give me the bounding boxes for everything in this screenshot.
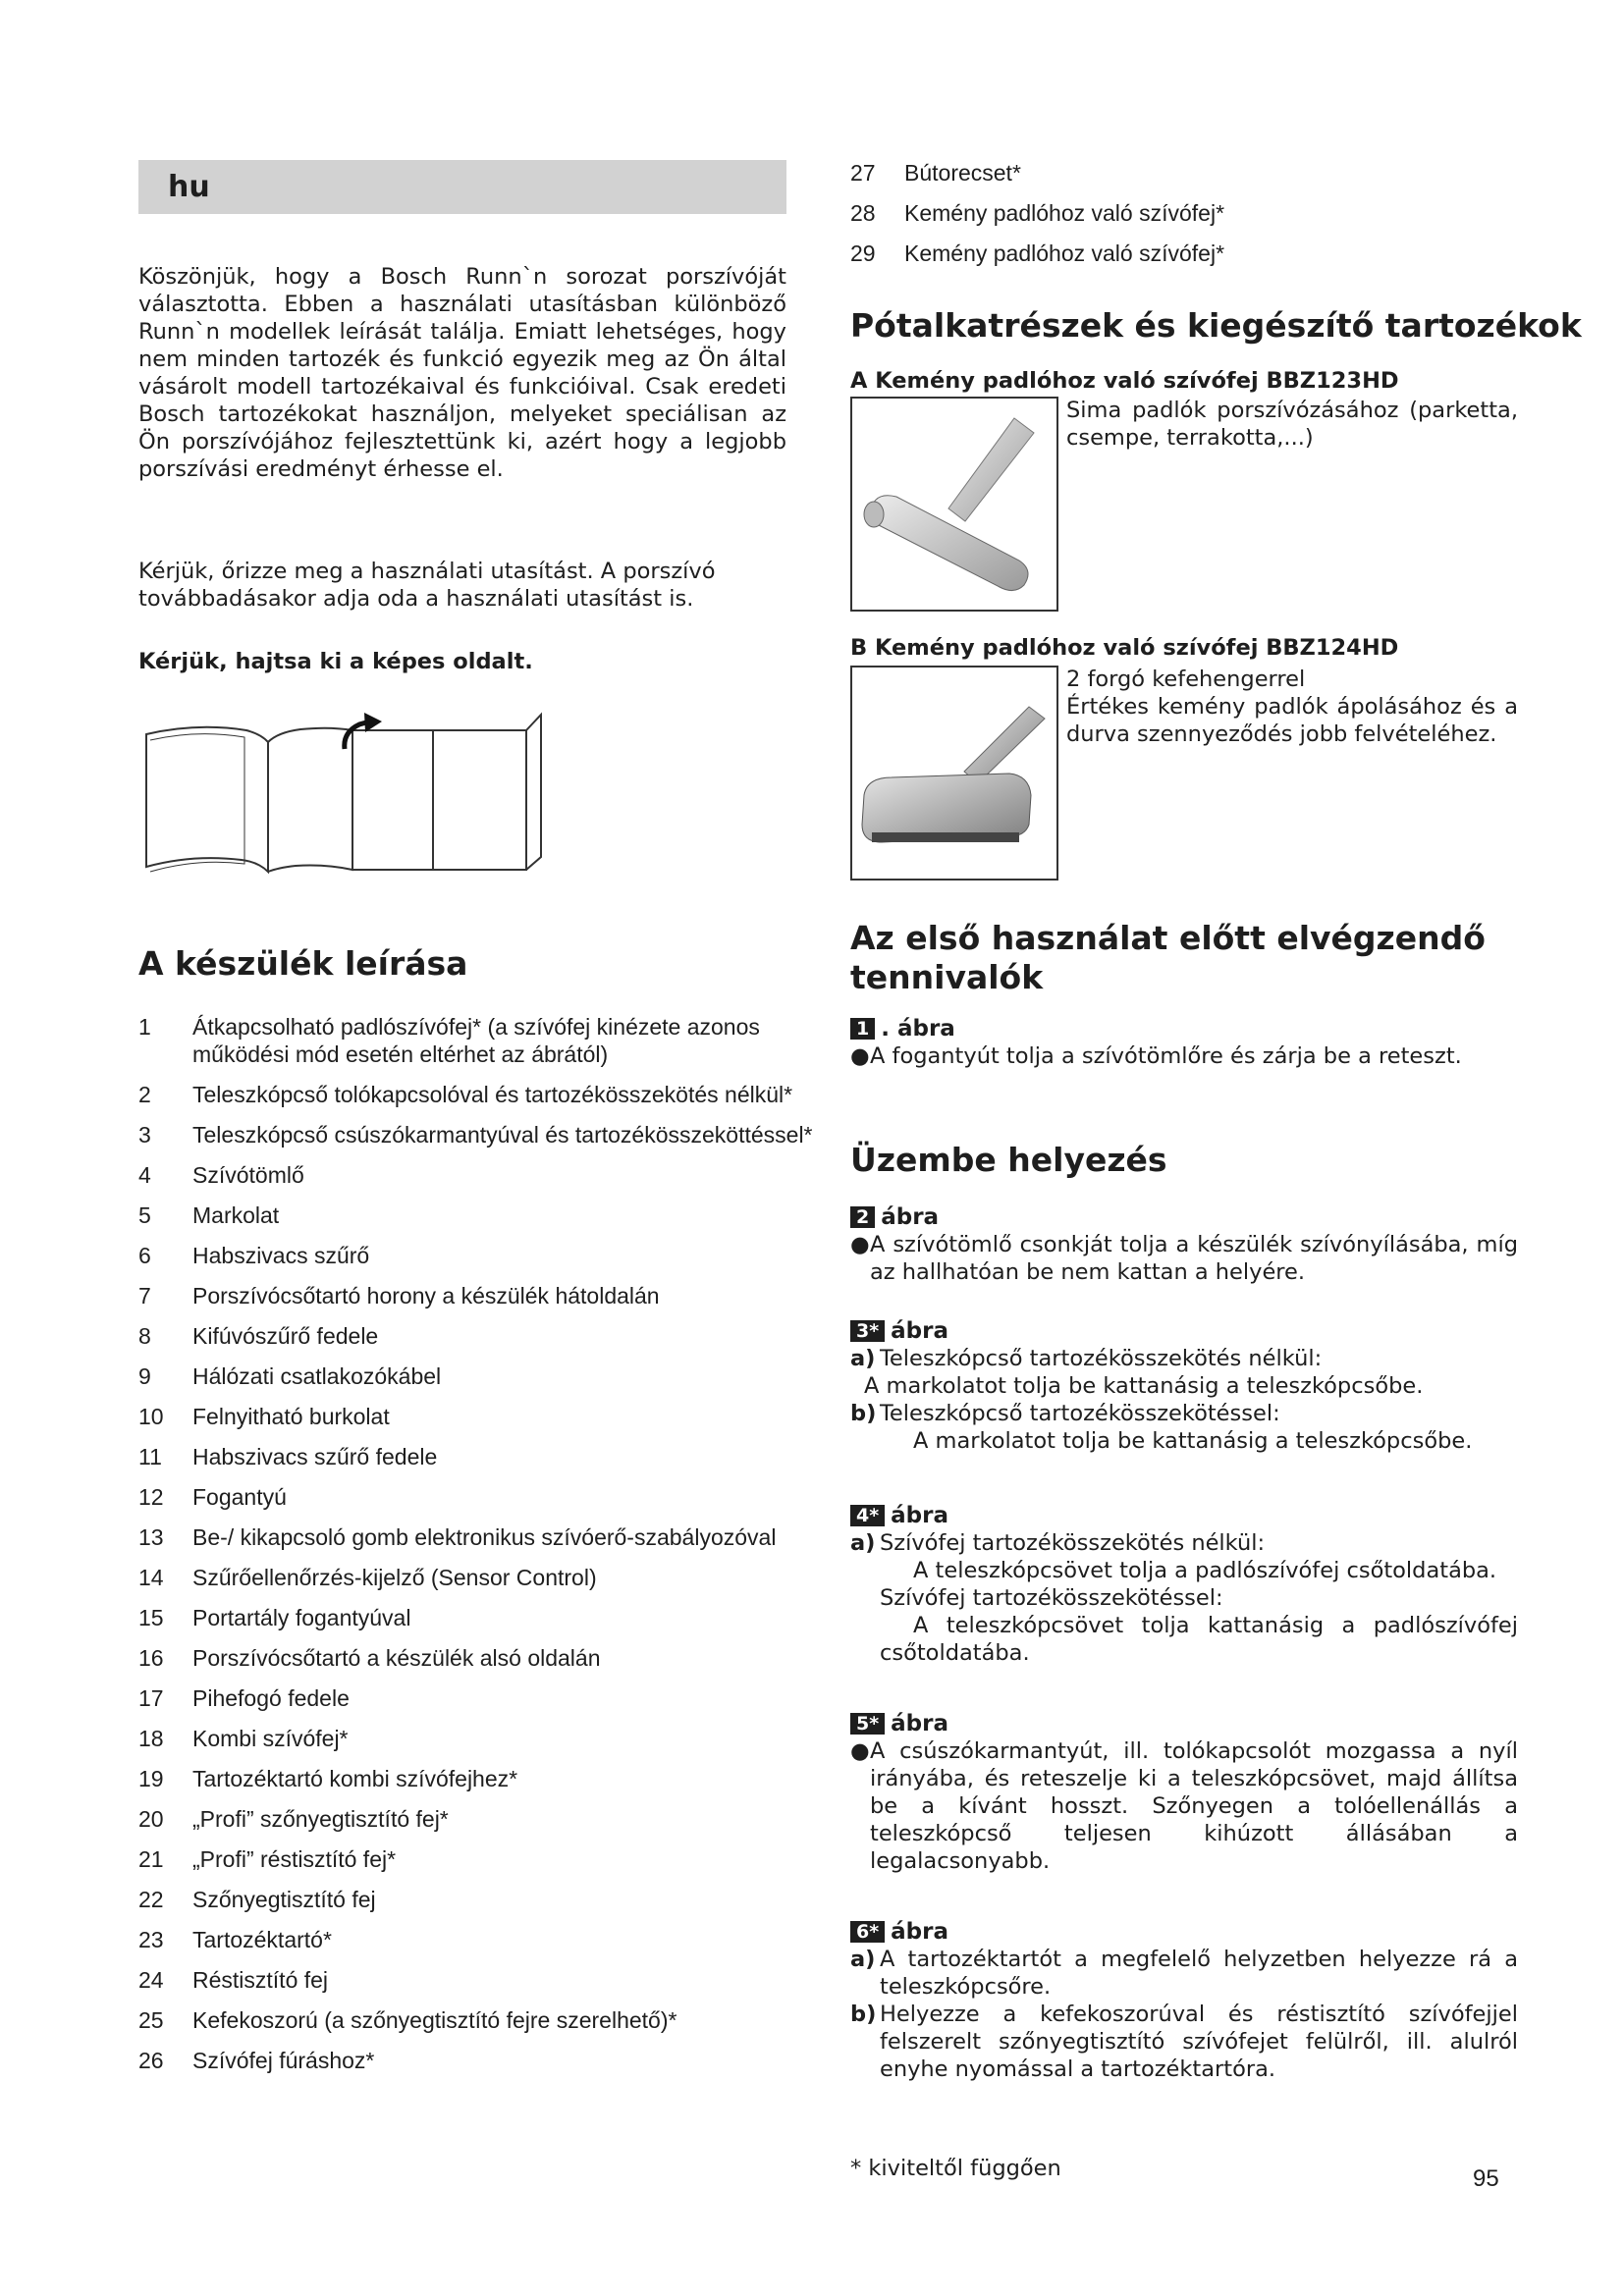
figure-1-text: ● A fogantyút tolja a szívótömlőre és zárja be a reteszt. — [850, 1043, 1462, 1069]
figure-3-a-detail: A markolatot tolja be kattanásig a teleszkópcsőbe. — [864, 1373, 1424, 1399]
intro-block-3 — [138, 648, 786, 675]
part-label: Bútorecset* — [904, 160, 1021, 186]
figure-6-number: 6* — [850, 1921, 885, 1943]
part-label: Porszívócsőtartó horony a készülék hátoldalán — [192, 1283, 660, 1308]
part-number: 17 — [138, 1685, 164, 1711]
page-number: 95 — [1473, 2165, 1499, 2192]
part-number: 27 — [850, 160, 876, 186]
spare-b-text-1: 2 forgó kefehengerrel — [1066, 667, 1306, 692]
part-label: Fogantyú — [192, 1484, 287, 1510]
part-number: 19 — [138, 1766, 164, 1791]
part-number: 6 — [138, 1243, 151, 1268]
spare-b-heading: B Kemény padlóhoz való szívófej BBZ124HD — [850, 635, 1399, 661]
intro-paragraph-3: Kérjük, hajtsa ki a képes oldalt. — [138, 649, 533, 674]
figure-1 — [850, 1015, 1518, 1070]
part-label: „Profi” szőnyegtisztító fej* — [192, 1806, 449, 1832]
figure-6 — [850, 1918, 1518, 2083]
intro-paragraph-1: Köszönjük, hogy a Bosch Runn`n sorozat porszívóját választotta. Ebben a használati utasításban különböző Runn`n modellek leírását találja. Emiatt lehetséges, hogy nem minden tartozék és funkció egyezik meg az Ön által vásárolt modell tartozékaival és funkcióival. Csak eredeti Bosch tartozékokat használjon, melyeket speciálisan az Ön porszívójához fejlesztettünk ki, azért hogy a legjobb porszívási eredményt érhesse el. — [138, 264, 786, 482]
part-label: Pihefogó fedele — [192, 1685, 350, 1711]
part-list-item — [850, 199, 1518, 227]
part-label: Szőnyegtisztító fej — [192, 1887, 376, 1912]
parts-list-right — [850, 159, 1518, 280]
part-number: 4 — [138, 1162, 151, 1188]
part-label: Szívófej fúráshoz* — [192, 2048, 375, 2073]
part-list-item — [138, 1403, 816, 1430]
part-list-item — [138, 1805, 816, 1833]
operation-title: Üzembe helyezés — [850, 1141, 1167, 1179]
figure-4-label: 4* ábra — [850, 1502, 1518, 1529]
spare-a-image — [850, 397, 1058, 612]
part-number: 11 — [138, 1444, 162, 1469]
language-band — [138, 160, 786, 214]
figure-3-a: a) Teleszkópcső tartozékösszekötés nélkül: — [850, 1346, 1323, 1371]
figure-3-number: 3* — [850, 1320, 885, 1342]
spare-a-heading: A Kemény padlóhoz való szívófej BBZ123HD — [850, 368, 1399, 394]
part-number: 16 — [138, 1645, 164, 1671]
part-number: 28 — [850, 200, 876, 226]
part-number: 20 — [138, 1806, 164, 1832]
part-label: Kifúvószűrő fedele — [192, 1323, 379, 1349]
figure-4 — [850, 1502, 1518, 1667]
spare-b — [850, 634, 1518, 662]
part-list-item — [850, 240, 1518, 267]
parts-list-left — [138, 1013, 816, 2087]
figure-6-label: 6* ábra — [850, 1918, 1518, 1946]
figure-4-number: 4* — [850, 1505, 885, 1526]
hard-floor-nozzle-b-icon — [852, 667, 1056, 879]
part-list-item — [138, 1081, 816, 1108]
figure-1-label: 1 . ábra — [850, 1015, 1518, 1042]
part-label: Réstisztító fej — [192, 1967, 329, 1993]
part-list-item — [138, 1242, 816, 1269]
part-list-item — [138, 1013, 816, 1068]
figure-3-b: b) Teleszkópcső tartozékösszekötéssel: — [850, 1401, 1280, 1426]
spares-section-title: Pótalkatrészek és kiegészítő tartozékok — [850, 306, 1582, 345]
spare-b-image — [850, 666, 1058, 881]
first-use-title: Az első használat előtt elvégzendő tennivalók — [850, 919, 1486, 996]
part-number: 8 — [138, 1323, 151, 1349]
part-list-item — [138, 1201, 816, 1229]
figure-1-number: 1 — [850, 1018, 875, 1040]
part-label: Teleszkópcső csúszókarmantyúval és tartozékösszeköttéssel* — [192, 1122, 813, 1148]
part-list-item — [138, 1523, 816, 1551]
figure-6-b: b) Helyezze a kefekoszorúval és réstisztító szívófejjel felszerelt szőnyegtisztító szívófejet felülről, ill. alulról enyhe nyomással a tartozéktartóra. — [850, 2002, 1518, 2082]
part-list-item — [138, 1564, 816, 1591]
part-number: 23 — [138, 1927, 164, 1952]
part-list-item — [138, 1886, 816, 1913]
part-label: Hálózati csatlakozókábel — [192, 1363, 442, 1389]
language-code: hu — [168, 170, 210, 204]
part-label: Tartozéktartó* — [192, 1927, 332, 1952]
part-list-item — [138, 1765, 816, 1792]
part-number: 21 — [138, 1846, 164, 1872]
intro-block — [138, 263, 786, 483]
part-list-item — [138, 1282, 816, 1309]
intro-block-2 — [138, 558, 786, 613]
part-label: „Profi” réstisztító fej* — [192, 1846, 397, 1872]
figure-4-a-sub-detail: A teleszkópcsövet tolja kattanásig a padlószívófej csőtoldatába. — [880, 1613, 1518, 1666]
part-number: 3 — [138, 1122, 151, 1148]
spare-a — [850, 367, 1518, 395]
part-label: Markolat — [192, 1202, 280, 1228]
part-number: 14 — [138, 1565, 164, 1590]
part-list-item — [138, 1443, 816, 1470]
part-label: Szűrőellenőrzés-kijelző (Sensor Control) — [192, 1565, 597, 1590]
figure-4-a-detail: A teleszkópcsövet tolja a padlószívófej csőtoldatába. — [913, 1558, 1497, 1583]
part-label: Portartály fogantyúval — [192, 1605, 411, 1630]
figure-6-a: a) A tartozéktartót a megfelelő helyzetben helyezze rá a teleszkópcsőre. — [850, 1947, 1518, 2000]
part-label: Átkapcsolható padlószívófej* (a szívófej kinézete azonos működési mód esetén eltérhet az ábrától) — [192, 1014, 760, 1067]
part-list-item — [138, 1684, 816, 1712]
part-number: 22 — [138, 1887, 164, 1912]
figure-2-label: 2 ábra — [850, 1203, 1518, 1231]
part-label: Be-/ kikapcsoló gomb elektronikus szívóerő-szabályozóval — [192, 1524, 777, 1550]
part-list-item — [138, 1121, 816, 1148]
part-list-item — [138, 1362, 816, 1390]
part-number: 5 — [138, 1202, 151, 1228]
part-label: Szívótömlő — [192, 1162, 304, 1188]
part-list-item — [138, 1161, 816, 1189]
part-list-item — [138, 1483, 816, 1511]
intro-paragraph-2: Kérjük, őrizze meg a használati utasítást. A porszívó továbbadásakor adja oda a használati utasítást is. — [138, 559, 716, 612]
part-list-item — [138, 1604, 816, 1631]
part-number: 10 — [138, 1404, 164, 1429]
figure-5 — [850, 1710, 1518, 1875]
part-label: Kombi szívófej* — [192, 1726, 349, 1751]
hard-floor-nozzle-a-icon — [852, 399, 1056, 610]
figure-2 — [850, 1203, 1518, 1286]
part-number: 1 — [138, 1014, 151, 1040]
part-label: Felnyitható burkolat — [192, 1404, 390, 1429]
spare-b-desc — [1066, 666, 1518, 748]
part-number: 7 — [138, 1283, 151, 1308]
spare-a-desc — [1066, 397, 1518, 452]
part-label: Teleszkópcső tolókapcsolóval és tartozékösszekötés nélkül* — [192, 1082, 793, 1107]
footnote: * kiviteltől függően — [850, 2156, 1061, 2181]
spare-b-text-2: Értékes kemény padlók ápolásához és a durva szennyeződés jobb felvételéhez. — [1066, 694, 1518, 747]
part-label: Kemény padlóhoz való szívófej* — [904, 200, 1225, 226]
part-label: Habszivacs szűrő fedele — [192, 1444, 438, 1469]
part-number: 29 — [850, 240, 876, 266]
part-number: 9 — [138, 1363, 151, 1389]
part-label: Kefekoszorú (a szőnyegtisztító fejre szerelhető)* — [192, 2007, 677, 2033]
part-number: 24 — [138, 1967, 164, 1993]
device-section-title: A készülék leírása — [138, 944, 468, 983]
part-list-item — [138, 1845, 816, 1873]
figure-4-a: a) Szívófej tartozékösszekötés nélkül: — [850, 1530, 1266, 1556]
figure-3 — [850, 1317, 1518, 1455]
figure-5-text: ● A csúszókarmantyút, ill. tolókapcsolót mozgassa a nyíl irányába, és reteszelje ki a teleszkópcsövet, majd állítsa be a kívánt hosszt. Szőnyegen a tolóellenállás a teleszkópcső teljesen kihúzott állásában a legalacsonyabb. — [850, 1738, 1518, 1874]
figure-5-number: 5* — [850, 1713, 885, 1735]
part-list-item — [138, 1725, 816, 1752]
part-list-item — [138, 1926, 816, 1953]
part-label: Tartozéktartó kombi szívófejhez* — [192, 1766, 518, 1791]
part-number: 15 — [138, 1605, 164, 1630]
part-label: Kemény padlóhoz való szívófej* — [904, 240, 1225, 266]
figure-3-b-detail: A markolatot tolja be kattanásig a teleszkópcsőbe. — [913, 1428, 1473, 1454]
part-list-item — [850, 159, 1518, 187]
part-number: 25 — [138, 2007, 164, 2033]
part-label: Habszivacs szűrő — [192, 1243, 370, 1268]
part-number: 12 — [138, 1484, 164, 1510]
part-number: 2 — [138, 1082, 151, 1107]
part-number: 18 — [138, 1726, 164, 1751]
spare-a-text: Sima padlók porszívózásához (parketta, csempe, terrakotta,...) — [1066, 398, 1518, 451]
figure-2-text: ● A szívótömlő csonkját tolja a készülék szívónyílásába, míg az hallhatóan be nem kattan a helyére. — [850, 1232, 1518, 1285]
foldout-page-illustration — [138, 705, 551, 886]
part-list-item — [138, 1322, 816, 1350]
part-list-item — [138, 2047, 816, 2074]
part-number: 26 — [138, 2048, 164, 2073]
figure-4-a-sub: Szívófej tartozékösszekötéssel: — [880, 1585, 1223, 1611]
part-label: Porszívócsőtartó a készülék alsó oldalán — [192, 1645, 601, 1671]
part-list-item — [138, 1966, 816, 1994]
figure-2-number: 2 — [850, 1206, 875, 1228]
part-number: 13 — [138, 1524, 164, 1550]
figure-3-label: 3* ábra — [850, 1317, 1518, 1345]
part-list-item — [138, 1644, 816, 1672]
figure-5-label: 5* ábra — [850, 1710, 1518, 1737]
part-list-item — [138, 2006, 816, 2034]
